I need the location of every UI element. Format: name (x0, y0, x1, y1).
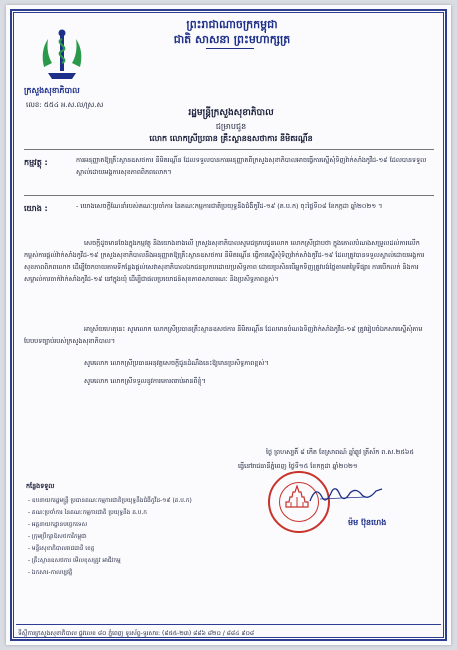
cc-item: - គ្រឹះស្ថានឧសថការ មើលខុសត្រូវ អាជីវកម្ម (28, 558, 121, 564)
footer-address: ទីស្តីការក្រសួងសុខាភិបាល ផ្លូវលេខ ៨០ ភ្នំពេញ ទូរស័ព្ទ-ទូរសារ: (៨៥៥-២៣) ៨៨៦ ៨២០ / ៨៨៤ ៩០៨ (18, 630, 255, 637)
reference-label: យោង : (24, 204, 48, 213)
signer-name: ម៉ម ប៊ុនហេង (348, 518, 387, 527)
kingdom-heading: ព្រះរាជាណាចក្រកម្ពុជា (186, 18, 278, 31)
body-paragraph: អាស្រ័យហេតុនេះ សូមលោក លោកស្រីប្រធានគ្រឹះស្ថានឧសថការ នីមិតរណ្តិ៍ន ដែលមានបំណងទិញវ៉ាក់សាំងកូវីដ-១៩ ត្រូវរៀបចំឯកសារស្នើសុំតាមបែបបទច្បាប់របស់ក្រសួងសុខាភិបាល។ (24, 325, 423, 345)
cc-title: កន្លែងទទួល (26, 482, 55, 490)
letter-title: រដ្ឋមន្ត្រីក្រសួងសុខាភិបាល (188, 108, 274, 118)
ministry-name: ក្រសួងសុខាភិបាល (24, 86, 80, 95)
divider (24, 149, 434, 150)
letter-addressed: ជម្រាបជូន (215, 122, 247, 131)
reference-number: លេខ: ៥៥៤ អ.ស.ល/ស្រ.ស (26, 101, 104, 109)
cc-item: - ក្រុមប្រឹក្សាឱសថការីកម្ពុជា (28, 534, 87, 540)
subject-text: ការអនុញ្ញាតឱ្យគ្រឹះស្ថានឧសថការ នីមិតរណ្តិ៍ន ដែលទទួលបានការអនុញ្ញាតពីក្រសួងសុខាភិបាលអាចធ្វើការស្នើសុំទិញវ៉ាក់សាំងកូវីដ-១៩ ដែលបានទទួលស្គាល់ដោយអង្គការសុខភាពពិភពលោក។ (76, 156, 427, 176)
cc-item: - ឯកសារ-កាលប្បវត្តិ (28, 570, 73, 576)
heading-ornament (206, 48, 254, 55)
letter-recipient: លោក លោកស្រីប្រធាន គ្រឹះស្ថានឧសថាការ នីមិតរណ្តិ៍ន (149, 134, 313, 143)
footer-divider (16, 624, 441, 625)
body-paragraph: សូមលោក លោកស្រីប្រធានអនុវត្តសេចក្តីជូនដំណឹងនេះឱ្យមានប្រសិទ្ធភាពខ្ពស់។ (84, 359, 269, 367)
cc-item: - ឧបនាយករដ្ឋមន្ត្រី ប្រធានគណៈកម្មការជាតិប្រយុទ្ធនឹងជំងឺកូវីដ-១៩ (គ.ប.ក) (28, 498, 192, 504)
solar-date: ធ្វើនៅរាជធានីភ្នំពេញ ថ្ងៃទី១៥ ខែកក្កដា ឆ្នាំ២០២១ (238, 462, 358, 470)
motto-heading: ជាតិ សាសនា ព្រះមហាក្សត្រ (173, 33, 291, 46)
divider (24, 195, 434, 196)
body-paragraph: សូមលោក លោកស្រីទទួលនូវការគោរពរាប់អានពីខ្ញុំ។ (84, 377, 206, 385)
cc-item: - គណៈប្រចាំការ នៃគណៈកម្មការជាតិ ប្រយុទ្ធនឹង គ.ប.ក (28, 510, 147, 516)
ministry-health-emblem-icon (38, 27, 86, 83)
cc-item: - អគ្គនាយកដ្ឋានបច្ចេកទេស (28, 522, 88, 528)
subject-label: កម្មវត្ថុ : (24, 158, 48, 167)
lunar-date: ថ្ងៃ ព្រហស្បតិ៍ ៨ កើត ខែស្រាពណ៍ ឆ្នាំឆ្លូវ ត្រីស័ក ព.ស.២៥៦៥ (266, 448, 414, 456)
cc-item: - មន្ទីរសុខាភិបាលរាជធានី ខេត្ត (28, 546, 95, 552)
reference-text: - យោងសេចក្តីណែនាំរបស់គណៈប្រចាំការ នៃគណៈកម្មការជាតិប្រយុទ្ធនឹងជំងឺកូវីដ-១៩ (គ.ប.ក) ចុះថ្ងៃទី០៨ ខែកក្កដា ឆ្នាំ២០២១ ។ (76, 202, 383, 210)
handwritten-signature-icon (306, 483, 386, 507)
document-page (6, 5, 451, 645)
body-paragraph: សេចក្តីដូចមានចែងក្នុងកម្មវត្ថុ និងយោងខាងលើ ក្រសួងសុខាភិបាលសូមជម្រាបជូនលោក លោកស្រីជ្រាបថា ក្នុងគោលបំណងសម្រួលដល់ការលើកកម្ពស់ការផ្តល់វ៉ាក់សាំងកូវីដ-១៩ ក្រសួងសុខាភិបាលនឹងអនុញ្ញាតឱ្យគ្រឹះស្ថានឧសថការ នីមិតរណ្តិ៍ន ធ្វើការស្នើសុំទិញវ៉ាក់សាំងកូវីដ-១៩ ដែលត្រូវបានទទួលស្គាល់ដោយអង្គការសុខភាពពិភពលោក ដើម្បីចែកចាយតាមទីកន្លែងផ្តល់សេវាសុខាភិបាលឯកជនប្រកបដោយប្រសិទ្ធភាព ដោយប្រសិនបើអ្នកទិញត្រូវបង់ថ្លៃតាមតម្លៃទីផ្សារ ការបើកលក់ និងការសម្គាល់ការចាក់វ៉ាក់សាំងកូវីដ-១៩ នៅក្នុងឃុំ ដើម្បីជាផលប្រយោជន៍សុខភាពសាធារណៈ និងប្រសិទ្ធភាពខ្ពស់។ (24, 239, 425, 283)
